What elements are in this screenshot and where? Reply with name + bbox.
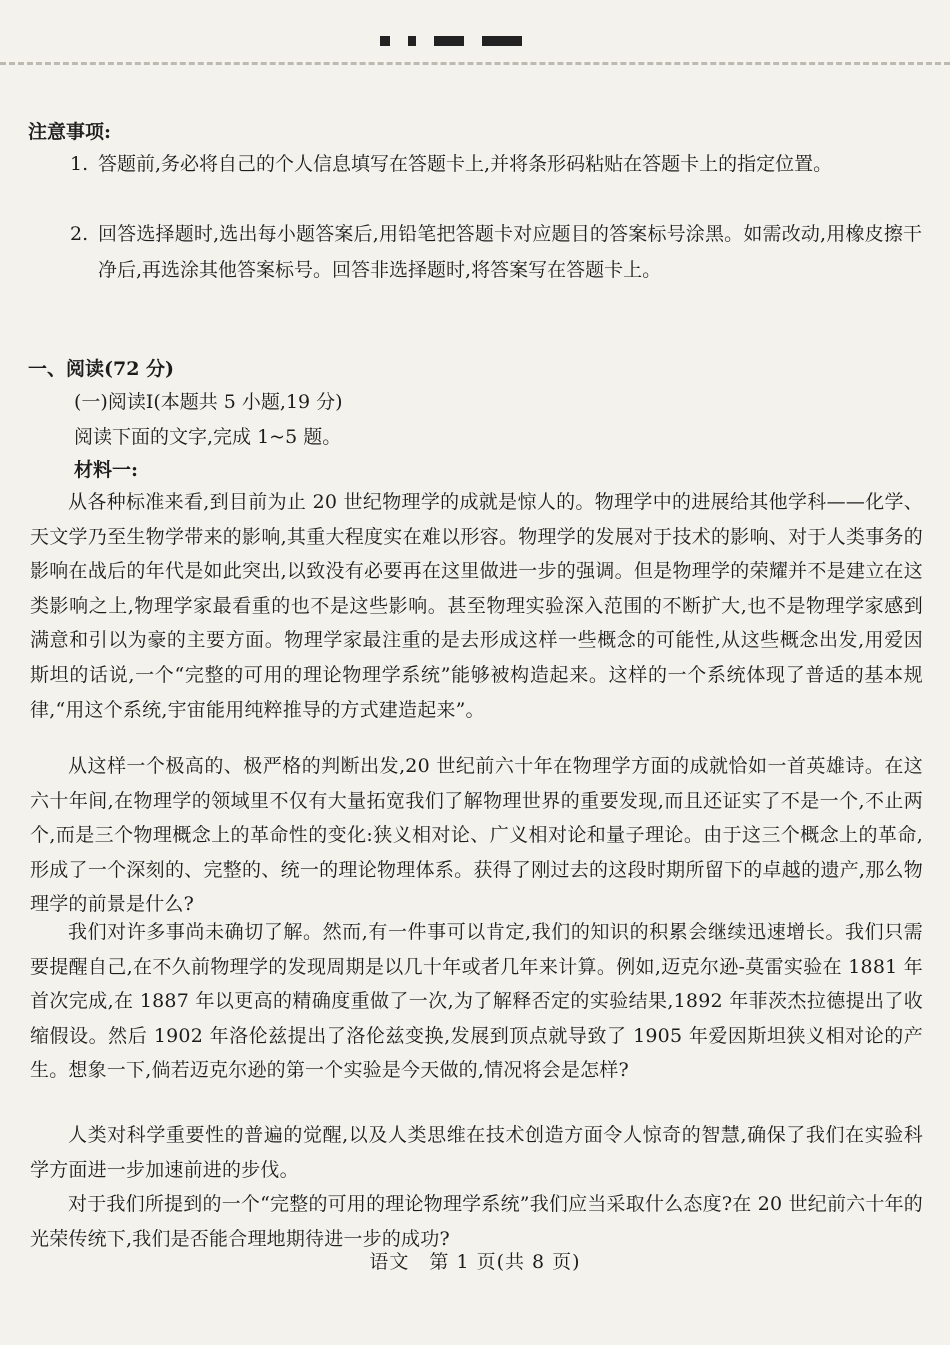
paragraph-1 bbox=[30, 485, 923, 727]
paragraph-3 bbox=[30, 915, 923, 1088]
notice-item-text: 答题前,务必将自己的个人信息填写在答题卡上,并将条形码粘贴在答题卡上的指定位置。 bbox=[98, 153, 833, 175]
notice-item-2 bbox=[70, 216, 922, 288]
paragraph-text: 我们对许多事尚未确切了解。然而,有一件事可以肯定,我们的知识的积累会继续迅速增长。我们只需要提醒自己,在不久前物理学的发现周期是以几十年或者几年来计算。例如,迈克尔逊-莫雷实验在 1881 年首次完成,在 1887 年以更高的精确度重做了一次,为了解释否定的实验结果,1892 年菲茨杰拉德提出了收缩假设。然后 1902 年洛伦兹提出了洛伦兹变换,发展到顶点就导致了 1905 年爱因斯坦狭义相对论的产生。想象一下,倘若迈克尔逊的第一个实验是今天做的,情况将会是怎样? bbox=[30, 921, 923, 1082]
paragraph-text: 从各种标准来看,到目前为止 20 世纪物理学的成就是惊人的。物理学中的进展给其他学科——化学、天文学乃至生物学带来的影响,其重大程度实在难以形容。物理学的发展对于技术的影响、对于人类事务的影响在战后的年代是如此突出,以致没有必要再在这里做进一步的强调。但是物理学的荣耀并不是建立在这类影响之上,物理学家最看重的也不是这些影响。甚至物理实验深入范围的不断扩大,也不是物理学家感到满意和引以为豪的主要方面。物理学家最注重的是去形成这样一些概念的可能性,从这些概念出发,用爱因斯坦的话说,一个“完整的可用的理论物理学系统”能够被构造起来。这样的一个系统体现了普适的基本规律,“用这个系统,宇宙能用纯粹推导的方式建造起来”。 bbox=[30, 491, 923, 721]
paragraph-5 bbox=[30, 1187, 923, 1256]
page-footer: 语文 第 1 页(共 8 页) bbox=[369, 1251, 581, 1273]
paragraph-4 bbox=[30, 1118, 923, 1187]
paragraph-text: 从这样一个极高的、极严格的判断出发,20 世纪前六十年在物理学方面的成就恰如一首英雄诗。在这六十年间,在物理学的领域里不仅有大量拓宽我们了解物理世界的重要发现,而且还证实了不是一个,不止两个,而是三个物理概念上的革命性的变化:狭义相对论、广义相对论和量子理论。由于这三个概念上的革命,形成了一个深刻的、完整的、统一的理论物理体系。获得了刚过去的这段时期所留下的卓越的遗产,那么物理学的前景是什么? bbox=[30, 755, 923, 916]
notice-title: 注意事项: bbox=[28, 121, 112, 143]
section-title: 一、阅读(72 分) bbox=[28, 358, 175, 380]
notice-item-number: 2. bbox=[70, 223, 89, 245]
material-label: 材料一: bbox=[74, 459, 139, 481]
paragraph-2 bbox=[30, 749, 923, 922]
cropped-header-text bbox=[380, 36, 560, 50]
paragraph-text: 对于我们所提到的一个“完整的可用的理论物理学系统”我们应当采取什么态度?在 20 世纪前六十年的光荣传统下,我们是否能合理地期待进一步的成功? bbox=[30, 1193, 923, 1250]
dashed-divider bbox=[0, 62, 950, 65]
subsection-title: (一)阅读Ⅰ(本题共 5 小题,19 分) bbox=[74, 391, 343, 413]
notice-item-text: 回答选择题时,选出每小题答案后,用铅笔把答题卡对应题目的答案标号涂黑。如需改动,用橡皮擦干净后,再选涂其他答案标号。回答非选择题时,将答案写在答题卡上。 bbox=[98, 223, 922, 281]
notice-item-1 bbox=[70, 146, 922, 182]
notice-item-number: 1. bbox=[70, 153, 89, 175]
paragraph-text: 人类对科学重要性的普遍的觉醒,以及人类思维在技术创造方面令人惊奇的智慧,确保了我们在实验科学方面进一步加速前进的步伐。 bbox=[30, 1124, 923, 1181]
reading-instruction: 阅读下面的文字,完成 1~5 题。 bbox=[74, 426, 342, 448]
